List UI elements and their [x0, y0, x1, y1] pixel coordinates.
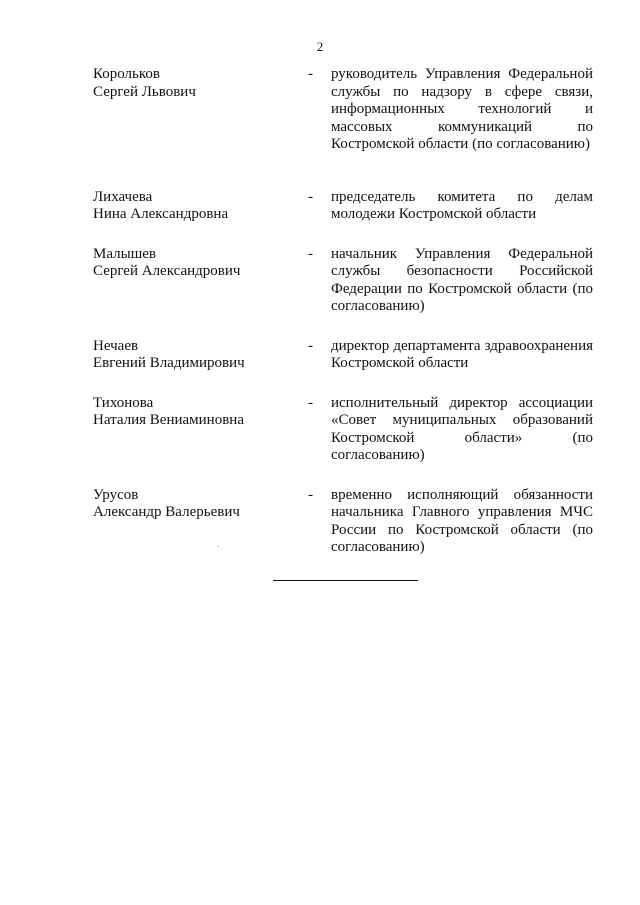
- member-position: исполнительный директор ассоциации «Совет муниципальных образований Костромской области» (по согласованию): [331, 394, 593, 463]
- member-position: директор департамента здравоохранения Костромской области: [331, 337, 593, 371]
- member-name: [93, 189, 308, 224]
- member-given-names: Наталия Вениаминовна: [93, 412, 244, 428]
- member-entry: [93, 395, 593, 465]
- member-position: начальник Управления Федеральной службы безопасности Российской Федерации по Костромской области (по согласованию): [331, 245, 593, 314]
- closing-rule: [273, 580, 418, 581]
- member-dash: -: [308, 486, 313, 503]
- member-position: председатель комитета по делам молодежи Костромской области: [331, 188, 593, 222]
- member-name: [93, 487, 308, 522]
- member-dash: -: [308, 394, 313, 411]
- member-entry: [93, 246, 593, 316]
- member-name: [93, 66, 308, 101]
- member-name: [93, 395, 308, 430]
- scan-speck: [218, 546, 219, 547]
- member-dash: -: [308, 337, 313, 354]
- member-surname: Лихачева: [93, 188, 153, 205]
- member-position: руководитель Управления Федеральной службы по надзору в сфере связи, информационных технологий и массовых коммуникаций по Костромской области (по согласованию): [331, 66, 593, 152]
- member-name: [93, 246, 308, 281]
- member-entry: [93, 66, 593, 154]
- member-given-names: Нина Александровна: [93, 206, 229, 222]
- member-surname: Нечаев: [93, 337, 139, 354]
- member-surname: Тихонова: [93, 394, 154, 411]
- member-entry: [93, 338, 593, 373]
- member-dash: -: [308, 245, 313, 262]
- member-surname: Корольков: [93, 66, 160, 82]
- member-list: [93, 66, 593, 557]
- member-position: временно исполняющий обязанности начальника Главного управления МЧС России по Костромской области (по согласованию): [331, 486, 593, 555]
- member-surname: Малышев: [93, 245, 156, 262]
- member-name: [93, 338, 308, 373]
- member-given-names: Сергей Александрович: [93, 263, 241, 279]
- member-dash: -: [308, 66, 313, 82]
- member-given-names: Александр Валерьевич: [93, 504, 240, 520]
- member-surname: Урусов: [93, 486, 139, 503]
- page-number: 2: [316, 39, 324, 54]
- member-entry: [93, 487, 593, 557]
- member-entry: [93, 189, 593, 224]
- member-given-names: Сергей Львович: [93, 83, 196, 100]
- member-dash: -: [308, 188, 313, 205]
- member-given-names: Евгений Владимирович: [93, 355, 245, 371]
